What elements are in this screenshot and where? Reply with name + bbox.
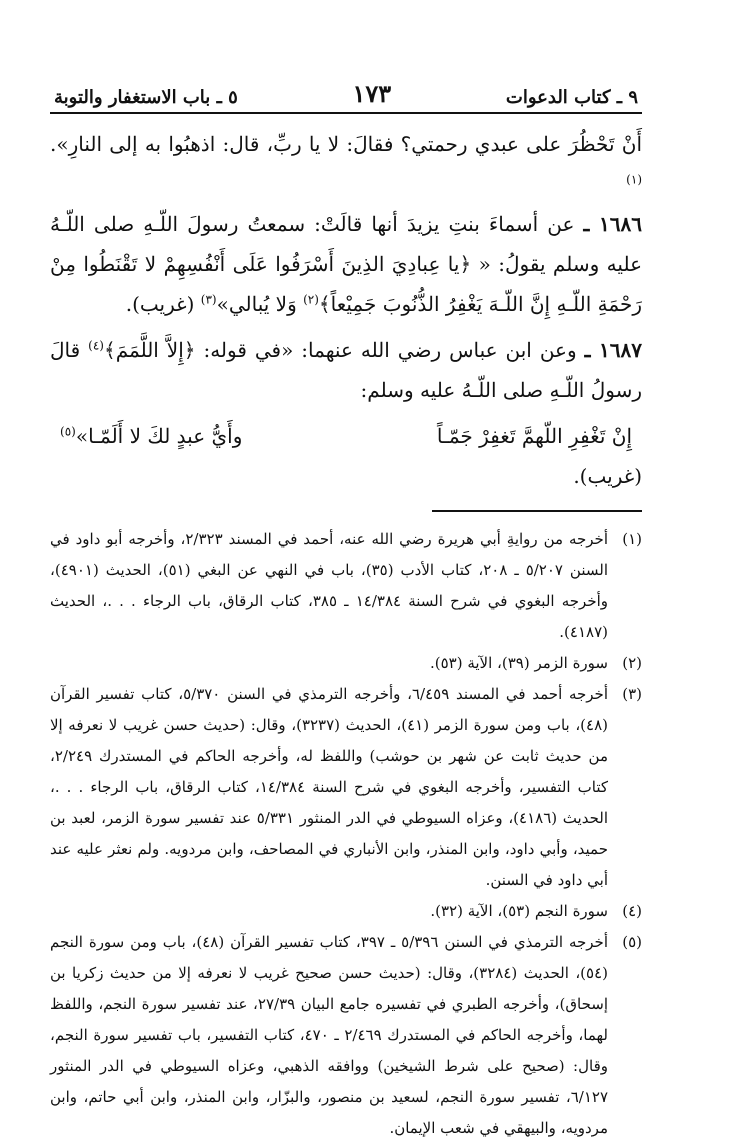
footnote-separator [432, 510, 642, 512]
footnote-item [50, 927, 642, 1144]
footnote-number: (٥) [622, 933, 642, 951]
paragraph-continuation: أَنْ تَحْظُرَ على عبدي رحمتي؟ فقالَ: لا يا ربِّ، قال: اذهبُوا به إلى النارِ».$^{(١)}$ [50, 132, 642, 187]
hadith-1687: ١٦٨٧ ـ وعن ابن عباس رضي الله عنهما: «في قوله: ﴿إِلاَّ اللَّمَمَ﴾$^{(٤)}$ قالَ رسولُ اللّـهِ صلى اللّـهُ عليه وسلم: [50, 338, 643, 402]
header-chapter-title: ٩ ـ كتاب الدعوات [505, 87, 638, 108]
main-text [50, 124, 642, 496]
hadith-number: ١٦٨٦ ـ [583, 212, 642, 236]
footnote-item [50, 896, 642, 927]
poetry-verse [50, 416, 642, 456]
verse-second-hemistich: وأَيُّ عبدٍ لكَ لا أَلَمّـا»$^{(٥)}$ [60, 424, 243, 448]
footnote-ref-3: (٣) [200, 292, 217, 307]
header-section-title: ٥ ـ باب الاستغفار والتوبة [54, 87, 238, 108]
footnote-item [50, 524, 642, 648]
footnote-ref-4: (٤) [88, 338, 104, 353]
footnote-number: (٣) [622, 685, 642, 703]
footnote-item [50, 648, 642, 679]
footnote-number: (٢) [622, 654, 642, 672]
page-number: ١٧٣ [352, 79, 392, 108]
footnote-text: سورة الزمر (٣٩)، الآية (٥٣). [429, 654, 608, 672]
footnote-text: أخرجه الترمذي في السنن ٥/٣٩٦ ـ ٣٩٧، كتاب تفسير القرآن (٤٨)، باب ومن سورة النجم (٥٤)، الحديث (٣٢٨٤)، وقال: (حديث حسن صحيح غريب لا نعرفه إلا من حديث زكريا بن إسحاق)، وأخرجه الطبري في تفسيره جامع البيان ٢٧/٣٩، عند تفسير سورة النجم، واللفظ لهما، وأخرجه الحاكم في المستدرك ٢/٤٦٩ ـ ٤٧٠، كتاب التفسير، باب تفسير سورة النجم، وقال: (صحيح على شرط الشيخين) ووافقه الذهبي، وعزاه السيوطي في الدر المنثور ٦/١٢٧، تفسير سورة النجم، لسعيد بن منصور، والبزّار، وابن المنذر، وابن أبي حاتم، وابن مردويه، والبيهقي في شعب الإيمان. [50, 933, 609, 1137]
footnote-ref-5: (٥) [60, 424, 76, 439]
page-header [50, 72, 642, 114]
footnote-text: أخرجه أحمد في المسند ٦/٤٥٩، وأخرجه الترمذي في السنن ٥/٣٧٠، كتاب تفسير القرآن (٤٨)، باب ومن سورة الزمر (٤١)، الحديث (٣٢٣٧)، وقال: (حديث حسن غريب لا نعرفه إلا من حديث ثابت عن شهر بن حوشب) واللفظ له، وأخرجه الحاكم في المستدرك ٢/٢٤٩، كتاب التفسير، وأخرجه البغوي في شرح السنة ١٤/٣٨٤، كتاب الرقاق، باب الرجاء . . .، الحديث (٤١٨٦)، وعزاه السيوطي في الدر المنثور ٥/٣٣١ عند تفسير سورة الزمر، لعبد بن حميد، وأبي داود، وابن المنذر، وابن الأنباري في المصاحف، وابن مردويه. ولم نعثر عليه عند أبي داود في السنن. [50, 685, 609, 889]
footnotes [50, 524, 642, 1144]
footnote-ref-1: (١) [626, 172, 642, 187]
footnote-item [50, 679, 642, 896]
book-page [50, 72, 642, 1144]
footnote-number: (٤) [622, 902, 642, 920]
hadith-number: ١٦٨٧ ـ [584, 338, 643, 362]
footnote-text: أخرجه من روايةِ أبي هريرة رضي الله عنه، أحمد في المسند ٢/٣٢٣، وأخرجه أبو داود في السنن ٥/٢٠٧ ـ ٢٠٨، كتاب الأدب (٣٥)، باب في النهي عن البغي (٥١)، الحديث (٤٩٠١)، وأخرجه البغوي في شرح السنة ١٤/٣٨٤ ـ ٣٨٥، كتاب الرقاق، باب الرجاء . . .، الحديث (٤١٨٧). [50, 530, 609, 641]
hadith-grade: (غريب). [573, 464, 642, 488]
hadith-1686: ١٦٨٦ ـ عن أسماءَ بنتِ يزيدَ أنها قالَتْ: سمعتُ رسولَ اللّـهِ صلى اللّـهُ عليه وسلم يقولُ: « ﴿يا عِبادِيَ الذِينَ أَسْرَفُوا عَلَى أَنْفُسِهِمْ لا تَقْنَطُوا مِنْ رَحْمَةِ اللّـهِ إِنَّ اللّـهَ يَغْفِرُ الذُّنُوبَ جَمِيْعاً﴾$^{(٢)}$ وَلا يُبالي»$^{(٣)}$ (غريب). [50, 212, 642, 316]
footnote-ref-2: (٢) [303, 292, 319, 307]
verse-first-hemistich: إِنْ تَغْفِرِ اللّهمَّ تَغفِرْ جَمّـاً [436, 424, 632, 448]
footnote-number: (١) [622, 530, 642, 548]
footnote-text: سورة النجم (٥٣)، الآية (٣٢). [430, 902, 608, 920]
